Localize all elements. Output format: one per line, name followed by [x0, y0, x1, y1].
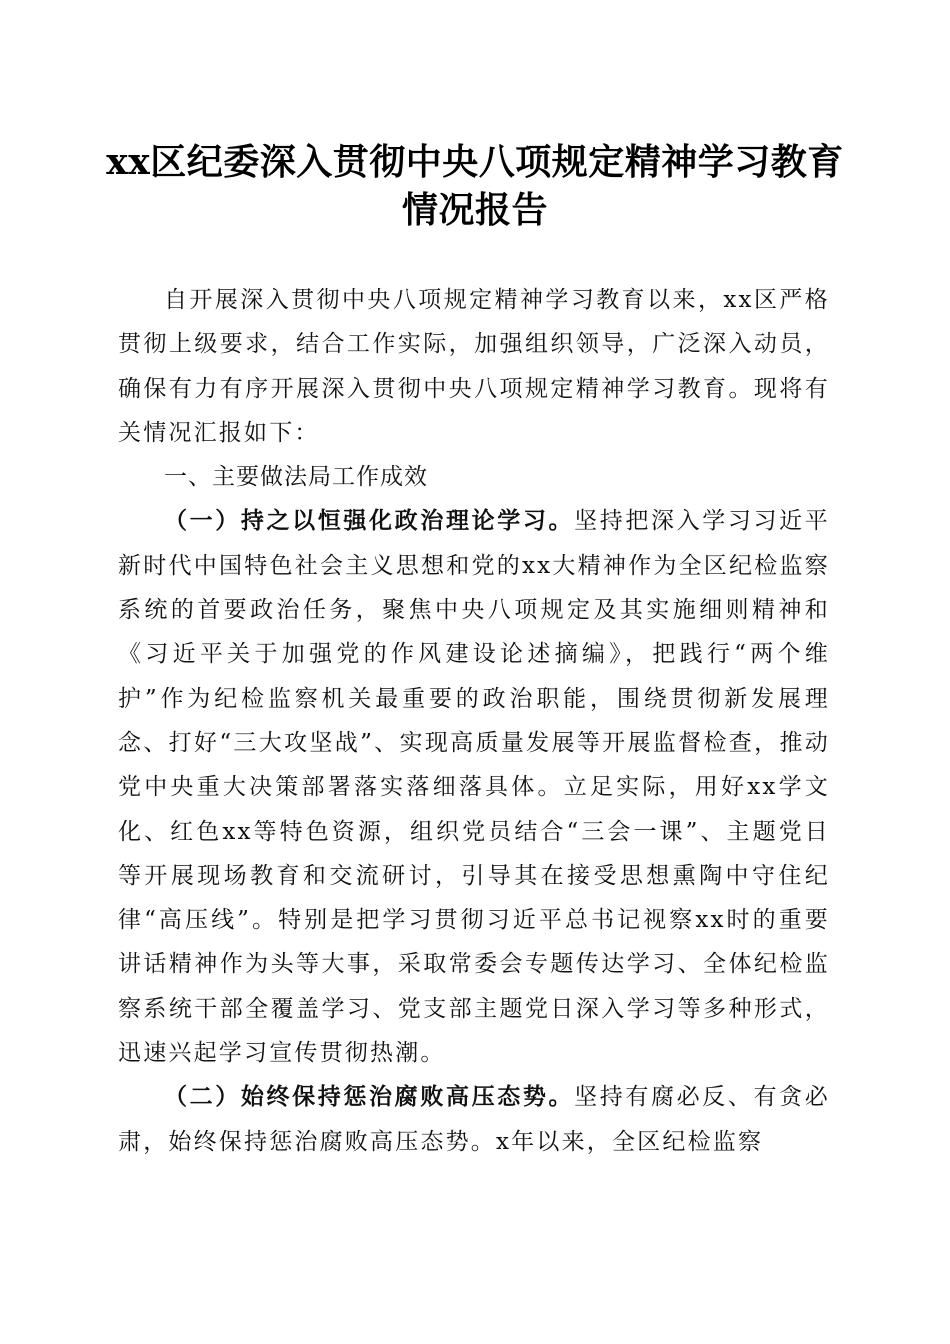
paragraph-2	[118, 1075, 830, 1164]
paragraph-1	[118, 499, 830, 1075]
section-heading: 一、主要做法局工作成效	[164, 464, 428, 491]
intro-paragraph: 自开展深入贯彻中央八项规定精神学习教育以来，xx区严格贯彻上级要求，结合工作实际，加强组织领导，广泛深入动员，确保有力有序开展深入贯彻中央八项规定精神学习教育。现将有关情况汇报如下：	[118, 287, 830, 446]
document-title: xx区纪委深入贯彻中央八项规定精神学习教育情况报告	[106, 141, 844, 231]
paragraph-2-heading: （二）始终保持惩治腐败高压态势。	[164, 1083, 575, 1111]
document-body	[118, 278, 830, 1164]
paragraph-1-body: 坚持把深入学习习近平新时代中国特色社会主义思想和党的xx大精神作为全区纪检监察系统的首要政治任务，聚焦中央八项规定及其实施细则精神和《习近平关于加强党的作风建设论述摘编》，把践行“两个维护”作为纪检监察机关最重要的政治职能，围绕贯彻新发展理念、打好“三大攻坚战”、实现高质量发展等开展监督检查，推动党中央重大决策部署落实落细落具体。立足实际，用好xx学文化、红色xx等特色资源，组织党员结合“三会一课”、主题党日等开展现场教育和交流研讨，引导其在接受思想熏陶中守住纪律“高压线”。特别是把学习贯彻习近平总书记视察xx时的重要讲话精神作为头等大事，采取常委会专题传达学习、全体纪检监察系统干部全覆盖学习、党支部主题党日深入学习等多种形式，迅速兴起学习宣传贯彻热潮。	[118, 508, 831, 1067]
paragraph-1-heading: （一）持之以恒强化政治理论学习。	[164, 507, 575, 535]
paragraph-2-body: 坚持有腐必反、有贪必肃，始终保持惩治腐败高压态势。x年以来，全区纪检监察	[118, 1084, 831, 1155]
